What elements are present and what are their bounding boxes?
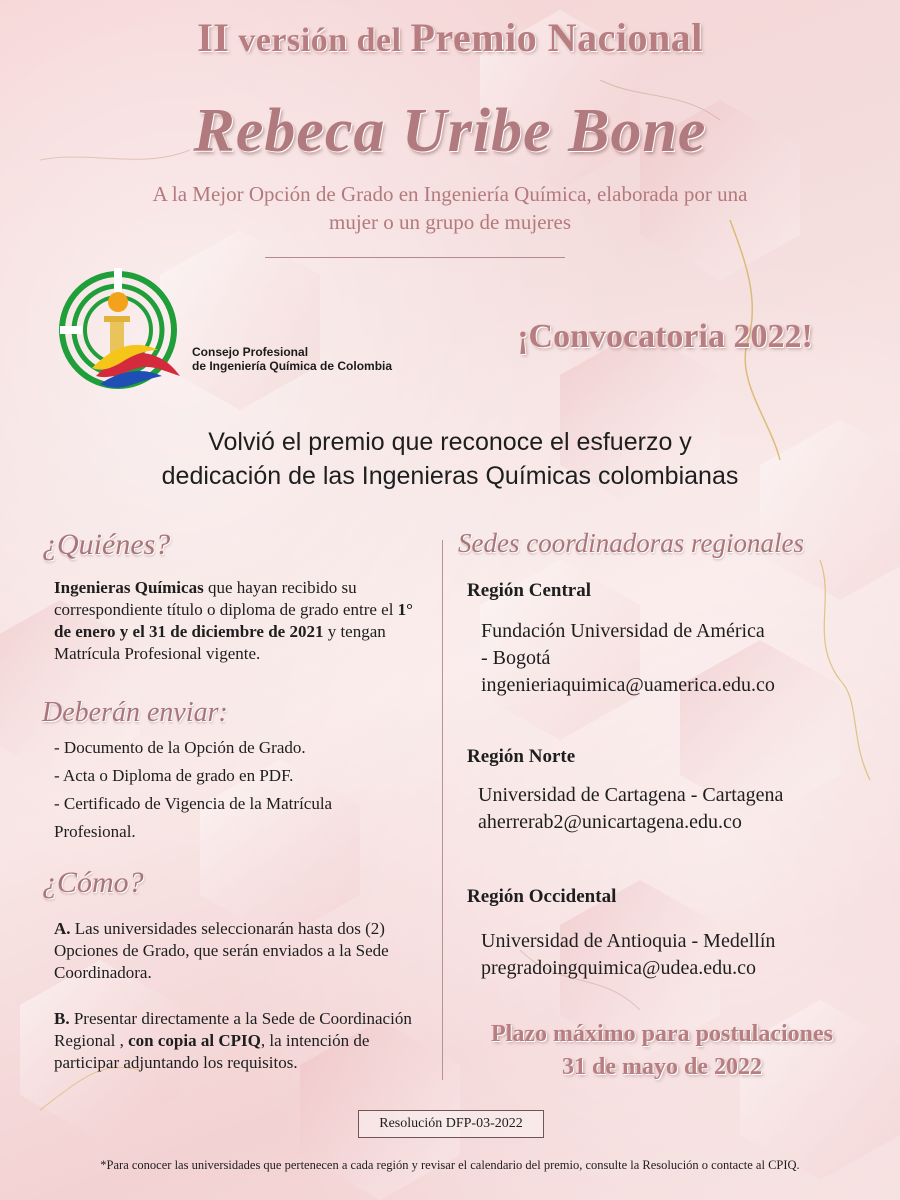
title-award: Premio Nacional [410, 15, 703, 60]
region-occidental-title: Región Occidental [467, 886, 617, 907]
title-connector: versión del [229, 22, 411, 59]
como-step-b-text-1: Presentar directamente a la Sede de Coordinación Regional , [54, 1009, 412, 1050]
intro-line-1: Volvió el premio que reconoce el esfuerzo y [208, 428, 692, 456]
como-step-b-bold: con copia al CPIQ [128, 1031, 261, 1050]
como-step-b-label: B. [54, 1009, 70, 1028]
quienes-bold-1: Ingenieras Químicas [54, 578, 204, 597]
como-step-b-text-2: , la intención de participar adjuntando los requisitos. [54, 1031, 370, 1072]
subtitle [60, 180, 840, 236]
main-title [0, 14, 900, 61]
region-central-line-2: - Bogotá [481, 647, 551, 669]
intro-line-2: dedicación de las Ingenieras Químicas colombianas [161, 462, 739, 490]
deadline-line-1: Plazo máximo para postulaciones [491, 1021, 833, 1047]
quienes-text-1: que hayan recibido su correspondiente título o diploma de grado entre el [54, 578, 398, 619]
region-central-line-1: Fundación Universidad de América [481, 620, 765, 642]
quienes-text [54, 577, 429, 665]
subtitle-line-2: mujer o un grupo de mujeres [328, 210, 572, 234]
como-step-a-text: Las universidades seleccionarán hasta dos (2) Opciones de Grado, que serán enviados a la Sede Coordinadora. [54, 919, 389, 982]
resolution-badge: Resolución DFP-03-2022 [358, 1110, 544, 1138]
region-central-title: Región Central [467, 580, 592, 601]
como-heading: ¿Cómo? [42, 866, 144, 899]
quienes-bold-2: 1° de enero y el 31 de diciembre de 2021 [54, 600, 413, 641]
region-norte-email: aherrerab2@unicartagena.edu.co [478, 811, 742, 833]
region-occidental-email: pregradoingquimica@udea.edu.co [481, 957, 756, 979]
organization-name [192, 345, 392, 373]
header-divider [265, 257, 565, 258]
region-occidental-line-1: Universidad de Antioquia - Medellín [481, 930, 776, 952]
deadline-heading [452, 1018, 872, 1084]
award-name: Rebeca Uribe Bone [193, 97, 707, 165]
subtitle-line-1: A la Mejor Opción de Grado en Ingeniería Química, elaborada por una [152, 182, 748, 206]
region-norte-info [478, 782, 888, 836]
region-norte-title: Región Norte [467, 746, 576, 767]
cpiq-logo-icon [56, 268, 188, 400]
como-step-a [54, 918, 429, 984]
organization-name-line-1: Consejo Profesional [192, 345, 309, 359]
list-item: - Documento de la Opción de Grado. [54, 738, 306, 757]
deberan-heading: Deberán enviar: [42, 697, 228, 728]
organization-name-line-2: de Ingeniería Química de Colombia [192, 359, 393, 373]
quienes-text-2: y tengan Matrícula Profesional vigente. [54, 622, 386, 663]
region-central-info [481, 618, 881, 699]
list-item: - Certificado de Vigencia de la Matrícula [54, 794, 333, 813]
list-item: - Acta o Diploma de grado en PDF. [54, 766, 294, 785]
column-divider [442, 540, 443, 1080]
region-occidental-info [481, 928, 881, 982]
como-step-a-label: A. [54, 919, 71, 938]
como-step-b [54, 1008, 429, 1074]
region-central-email: ingenieriaquimica@uamerica.edu.co [481, 674, 775, 696]
title-roman-numeral: II [197, 15, 230, 60]
convocatoria-heading: ¡Convocatoria 2022! [517, 318, 813, 355]
intro-text [60, 425, 840, 493]
deadline-date: 31 de mayo de 2022 [562, 1054, 762, 1080]
deberan-list [54, 734, 429, 846]
list-item: Profesional. [54, 822, 136, 841]
region-norte-line-1: Universidad de Cartagena - Cartagena [478, 784, 784, 806]
sedes-heading: Sedes coordinadoras regionales [458, 528, 804, 558]
footnote: *Para conocer las universidades que pertenecen a cada región y revisar el calendario del premio, consulte la Resolución o contacte al CPIQ. [100, 1158, 800, 1172]
quienes-heading: ¿Quiénes? [42, 528, 171, 561]
